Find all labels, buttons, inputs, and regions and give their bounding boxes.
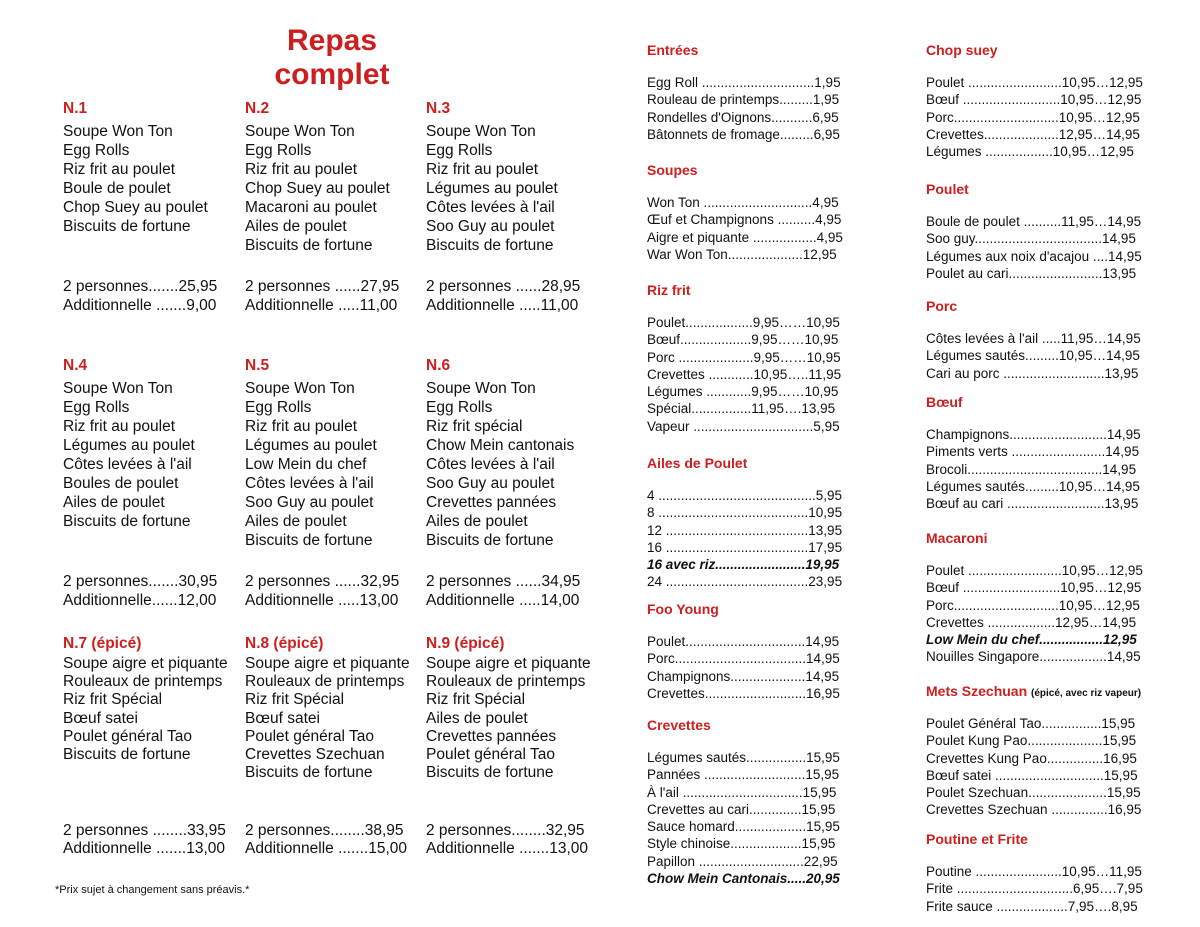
combo-item: Biscuits de fortune xyxy=(426,764,554,782)
price-additional: Additionnelle .......15,00 xyxy=(245,840,408,857)
price-two-persons: 2 personnes.......30,95 xyxy=(63,573,218,590)
combo-1 xyxy=(63,99,241,314)
section-name: Soupes xyxy=(647,162,698,178)
combo-4 xyxy=(63,356,241,609)
combo-title: N.2 xyxy=(245,100,270,117)
menu-section xyxy=(647,282,867,435)
menu-section xyxy=(647,455,867,591)
menu-item: Porc............................10,95…12,95 xyxy=(926,109,1140,125)
disclaimer: *Prix sujet à changement sans préavis.* xyxy=(55,884,250,896)
menu-item: Crevettes Szechuan ...............16,95 xyxy=(926,802,1142,818)
combo-item: Ailes de poulet xyxy=(245,218,347,235)
combo-item: Poulet général Tao xyxy=(426,746,555,764)
menu-item: Légumes aux noix d'acajou ....14,95 xyxy=(926,248,1142,264)
menu-section xyxy=(647,42,867,143)
price-additional: Additionnelle .......13,00 xyxy=(426,840,589,857)
combo-item: Low Mein du chef xyxy=(245,456,367,473)
combo-5 xyxy=(245,356,423,609)
combo-item: Poulet général Tao xyxy=(245,727,374,745)
price-two-persons: 2 personnes ......28,95 xyxy=(426,278,581,295)
combo-prices xyxy=(63,572,217,610)
combo-title: N.5 xyxy=(245,357,270,374)
menu-item: Bâtonnets de fromage.........6,95 xyxy=(647,126,840,142)
section-name: Chop suey xyxy=(926,42,998,58)
menu-item: Côtes levées à l'ail .....11,95…14,95 xyxy=(926,331,1141,346)
price-two-persons: 2 personnes ........33,95 xyxy=(63,822,226,839)
combo-9 xyxy=(426,634,604,857)
combo-item: Biscuits de fortune xyxy=(426,532,554,549)
menu-item: Crevettes au cari..............15,95 xyxy=(647,801,836,817)
menu-item: 16 ......................................17,95 xyxy=(647,539,843,555)
section-name: Entrées xyxy=(647,42,699,58)
page-title xyxy=(232,24,432,92)
menu-item: Nouilles Singapore..................14,95 xyxy=(926,649,1141,665)
menu-item: Bœuf ..........................10,95…12,95 xyxy=(926,580,1142,596)
combo-6 xyxy=(426,356,604,609)
combo-item: Ailes de poulet xyxy=(426,709,528,727)
menu-item: Crevettes....................12,95…14,95 xyxy=(926,126,1140,142)
combo-title: N.1 xyxy=(63,100,88,117)
menu-section xyxy=(926,42,1146,160)
combo-item: Biscuits de fortune xyxy=(63,513,191,530)
combo-item: Biscuits de fortune xyxy=(245,237,373,254)
combo-title: N.9 (épicé) xyxy=(426,635,505,652)
menu-item: Frite ...............................6,95….7,95 xyxy=(926,881,1143,897)
section-name: Crevettes xyxy=(647,717,711,733)
combo-title: N.8 (épicé) xyxy=(245,635,324,652)
menu-item: Bœuf...................9,95……10,95 xyxy=(647,332,839,348)
combo-title: N.6 xyxy=(426,357,451,374)
price-additional: Additionnelle .......9,00 xyxy=(63,297,217,314)
section-name: Porc xyxy=(926,298,958,314)
combo-item: Soupe aigre et piquante xyxy=(426,655,591,672)
menu-item: Poulet .........................10,95…12,95 xyxy=(926,563,1143,578)
menu-item: Low Mein du chef.................12,95 xyxy=(926,632,1137,648)
combo-item: Crevettes Szechuan xyxy=(245,746,385,764)
section-note: (épicé, avec riz vapeur) xyxy=(1031,688,1142,699)
combo-item: Légumes au poulet xyxy=(426,180,558,197)
combo-item: Egg Rolls xyxy=(63,399,130,416)
menu-item: 8 ........................................10,95 xyxy=(647,505,843,521)
section-name: Mets Szechuan xyxy=(926,683,1028,699)
combo-item: Côtes levées à l'ail xyxy=(426,199,555,216)
menu-item: Vapeur ................................5,95 xyxy=(647,418,840,434)
section-title xyxy=(926,530,1146,562)
combo-item: Soupe Won Ton xyxy=(63,380,173,397)
menu-section xyxy=(926,181,1146,282)
combo-2 xyxy=(245,99,423,314)
combo-item: Biscuits de fortune xyxy=(63,218,191,235)
menu-item: Poulet .........................10,95…12,95 xyxy=(926,75,1143,90)
menu-item: Crevettes ............10,95…..11,95 xyxy=(647,366,842,382)
menu-item: Chow Mein Cantonais.....20,95 xyxy=(647,871,840,887)
menu-item: 4 ..........................................5,95 xyxy=(647,488,843,503)
section-title xyxy=(647,282,867,314)
menu-item: À l'ail ................................15,95 xyxy=(647,784,837,800)
combo-item: Côtes levées à l'ail xyxy=(426,456,555,473)
section-title xyxy=(926,394,1146,426)
combo-prices xyxy=(245,822,407,858)
menu-item: Bœuf satei .............................15,95 xyxy=(926,767,1138,783)
combo-item: Soo Guy au poulet xyxy=(426,475,555,492)
combo-item: Soo Guy au poulet xyxy=(245,494,374,511)
combo-item: Légumes au poulet xyxy=(63,437,195,454)
section-title xyxy=(926,683,1146,715)
title-line-2: complet xyxy=(274,58,390,91)
menu-item: Cari au porc ...........................13,95 xyxy=(926,365,1139,381)
menu-item: Egg Roll ..............................1,95 xyxy=(647,75,841,90)
menu-item: Piments verts .........................14,95 xyxy=(926,444,1140,460)
section-name: Foo Young xyxy=(647,601,719,617)
price-two-persons: 2 personnes ......32,95 xyxy=(245,573,400,590)
combo-item: Biscuits de fortune xyxy=(63,746,191,764)
combo-item: Soupe Won Ton xyxy=(245,380,355,397)
menu-item: Poulet Kung Pao....................15,95 xyxy=(926,733,1137,749)
menu-section xyxy=(647,601,867,702)
menu-item: Papillon ............................22,95 xyxy=(647,853,838,869)
combo-item: Soupe Won Ton xyxy=(245,123,355,140)
combo-item: Boule de poulet xyxy=(63,180,171,197)
combo-prices xyxy=(245,277,399,315)
combo-item: Egg Rolls xyxy=(245,399,312,416)
section-name: Macaroni xyxy=(926,530,988,546)
menu-item: Frite sauce ...................7,95….8,95 xyxy=(926,898,1138,914)
combo-item: Riz frit Spécial xyxy=(426,691,526,709)
combo-item: Boules de poulet xyxy=(63,475,179,492)
section-title xyxy=(926,42,1146,74)
menu-section xyxy=(926,394,1146,512)
section-title xyxy=(926,181,1146,213)
menu-item: Légumes sautés................15,95 xyxy=(647,750,840,765)
menu-section xyxy=(926,683,1146,819)
price-additional: Additionnelle......12,00 xyxy=(63,592,217,609)
combo-item: Ailes de poulet xyxy=(245,513,347,530)
combo-item: Légumes au poulet xyxy=(245,437,377,454)
combo-item: Biscuits de fortune xyxy=(245,532,373,549)
menu-section xyxy=(926,530,1146,666)
combo-item: Ailes de poulet xyxy=(426,513,528,530)
section-title xyxy=(647,455,867,487)
title-line-1: Repas xyxy=(286,24,378,57)
section-title xyxy=(926,831,1146,863)
combo-7 xyxy=(63,634,241,857)
combo-item: Egg Rolls xyxy=(426,399,493,416)
combo-item: Côtes levées à l'ail xyxy=(245,475,374,492)
price-additional: Additionnelle .....11,00 xyxy=(426,297,579,314)
price-two-persons: 2 personnes ......34,95 xyxy=(426,573,581,590)
menu-item: Porc ....................9,95……10,95 xyxy=(647,349,841,365)
combo-item: Rouleaux de printemps xyxy=(63,673,223,691)
menu-item: Poulet Général Tao................15,95 xyxy=(926,716,1136,731)
menu-item: 24 ......................................23,95 xyxy=(647,574,843,590)
menu-item: Brocoli....................................14,95 xyxy=(926,461,1137,477)
menu-item: Porc...................................14,95 xyxy=(647,651,840,667)
combo-item: Soo Guy au poulet xyxy=(426,218,555,235)
combo-item: Chop Suey au poulet xyxy=(63,199,208,216)
combo-item: Riz frit au poulet xyxy=(245,418,357,435)
combo-title: N.3 xyxy=(426,100,451,117)
combo-item: Biscuits de fortune xyxy=(426,237,554,254)
combo-3 xyxy=(426,99,604,314)
combo-item: Soupe Won Ton xyxy=(426,380,536,397)
menu-item: Boule de poulet ..........11,95…14,95 xyxy=(926,214,1142,229)
section-name: Poulet xyxy=(926,181,969,197)
combo-item: Chow Mein cantonais xyxy=(426,437,575,454)
menu-section xyxy=(926,298,1146,382)
menu-item: Soo guy..................................14,95 xyxy=(926,231,1136,247)
menu-item: Pannées ...........................15,95 xyxy=(647,767,840,783)
menu-item: Légumes ............9,95……10,95 xyxy=(647,384,839,400)
menu-item: Rouleau de printemps.........1,95 xyxy=(647,92,840,108)
menu-item: Crevettes ..................12,95…14,95 xyxy=(926,614,1137,630)
menu-item: Sauce homard...................15,95 xyxy=(647,819,840,835)
combo-item: Riz frit spécial xyxy=(426,418,523,435)
price-additional: Additionnelle .....14,00 xyxy=(426,592,580,609)
menu-item: Bœuf ..........................10,95…12,95 xyxy=(926,92,1142,108)
combo-prices xyxy=(426,822,588,858)
combo-item: Ailes de poulet xyxy=(63,494,165,511)
menu-section xyxy=(647,162,867,263)
combo-prices xyxy=(245,572,399,610)
combo-item: Riz frit Spécial xyxy=(245,691,345,709)
section-title xyxy=(647,42,867,74)
combo-prices xyxy=(426,277,580,315)
combo-item: Crevettes pannées xyxy=(426,727,557,745)
menu-item: Porc............................10,95…12,95 xyxy=(926,597,1140,613)
price-two-persons: 2 personnes........38,95 xyxy=(245,822,404,839)
combo-item: Chop Suey au poulet xyxy=(245,180,390,197)
section-title xyxy=(647,601,867,633)
menu-item: Légumes sautés.........10,95…14,95 xyxy=(926,478,1140,494)
section-title xyxy=(647,162,867,194)
menu-item: Poulet au cari.........................13,95 xyxy=(926,265,1137,281)
menu-section xyxy=(647,717,867,887)
combo-item: Riz frit au poulet xyxy=(426,161,538,178)
menu-item: Rondelles d'Oignons...........6,95 xyxy=(647,109,839,125)
menu-item: Bœuf au cari ..........................13,95 xyxy=(926,496,1139,512)
combo-item: Egg Rolls xyxy=(63,142,130,159)
menu-item: War Won Ton....................12,95 xyxy=(647,246,837,262)
combo-item: Poulet général Tao xyxy=(63,727,192,745)
combo-item: Bœuf satei xyxy=(63,709,138,727)
combo-title: N.4 xyxy=(63,357,88,374)
menu-item: Aigre et piquante .................4,95 xyxy=(647,229,843,245)
menu-item: Poutine .......................10,95…11,95 xyxy=(926,864,1142,879)
price-two-persons: 2 personnes ......27,95 xyxy=(245,278,400,295)
combo-item: Bœuf satei xyxy=(245,709,320,727)
price-two-persons: 2 personnes........32,95 xyxy=(426,822,585,839)
price-additional: Additionnelle .....13,00 xyxy=(245,592,399,609)
menu-item: Crevettes...........................16,95 xyxy=(647,685,840,701)
combo-item: Crevettes pannées xyxy=(426,494,557,511)
combo-item: Egg Rolls xyxy=(426,142,493,159)
price-additional: Additionnelle .......13,00 xyxy=(63,840,226,857)
menu-item: Légumes sautés.........10,95…14,95 xyxy=(926,348,1140,364)
menu-item: Crevettes Kung Pao...............16,95 xyxy=(926,750,1137,766)
combo-item: Macaroni au poulet xyxy=(245,199,377,216)
combo-item: Riz frit au poulet xyxy=(63,161,175,178)
combo-item: Soupe aigre et piquante xyxy=(245,655,410,672)
section-name: Ailes de Poulet xyxy=(647,455,748,471)
section-title xyxy=(647,717,867,749)
combo-item: Egg Rolls xyxy=(245,142,312,159)
combo-item: Riz frit au poulet xyxy=(63,418,175,435)
combo-item: Soupe aigre et piquante xyxy=(63,655,228,672)
combo-prices xyxy=(63,277,217,315)
combo-item: Rouleaux de printemps xyxy=(426,673,586,691)
combo-prices xyxy=(63,822,226,858)
price-two-persons: 2 personnes.......25,95 xyxy=(63,278,218,295)
section-title xyxy=(926,298,1146,330)
menu-item: Champignons....................14,95 xyxy=(647,668,840,684)
combo-item: Rouleaux de printemps xyxy=(245,673,405,691)
combo-title: N.7 (épicé) xyxy=(63,635,142,652)
menu-item: Œuf et Champignons ..........4,95 xyxy=(647,212,842,228)
menu-item: 12 ......................................13,95 xyxy=(647,522,843,538)
combo-prices xyxy=(426,572,580,610)
combo-item: Riz frit Spécial xyxy=(63,691,163,709)
combo-item: Soupe Won Ton xyxy=(63,123,173,140)
menu-item: Champignons..........................14,95 xyxy=(926,427,1141,442)
menu-item: Poulet..................9,95……10,95 xyxy=(647,315,840,330)
section-name: Poutine et Frite xyxy=(926,831,1028,847)
combo-item: Soupe Won Ton xyxy=(426,123,536,140)
price-additional: Additionnelle .....11,00 xyxy=(245,297,398,314)
section-name: Riz frit xyxy=(647,282,691,298)
menu-item: Poulet Szechuan.....................15,95 xyxy=(926,785,1141,801)
combo-item: Riz frit au poulet xyxy=(245,161,357,178)
combo-8 xyxy=(245,634,423,857)
menu-section xyxy=(926,831,1146,915)
combo-item: Biscuits de fortune xyxy=(245,764,373,782)
section-name: Bœuf xyxy=(926,394,963,410)
menu-item: Légumes ..................10,95…12,95 xyxy=(926,144,1134,160)
menu-item: Won Ton .............................4,95 xyxy=(647,195,839,210)
menu-item: Style chinoise...................15,95 xyxy=(647,836,836,852)
menu-item: 16 avec riz........................19,95 xyxy=(647,557,840,573)
menu-item: Poulet................................14,95 xyxy=(647,634,840,649)
menu-item: Spécial................11,95….13,95 xyxy=(647,401,836,417)
combo-item: Côtes levées à l'ail xyxy=(63,456,192,473)
